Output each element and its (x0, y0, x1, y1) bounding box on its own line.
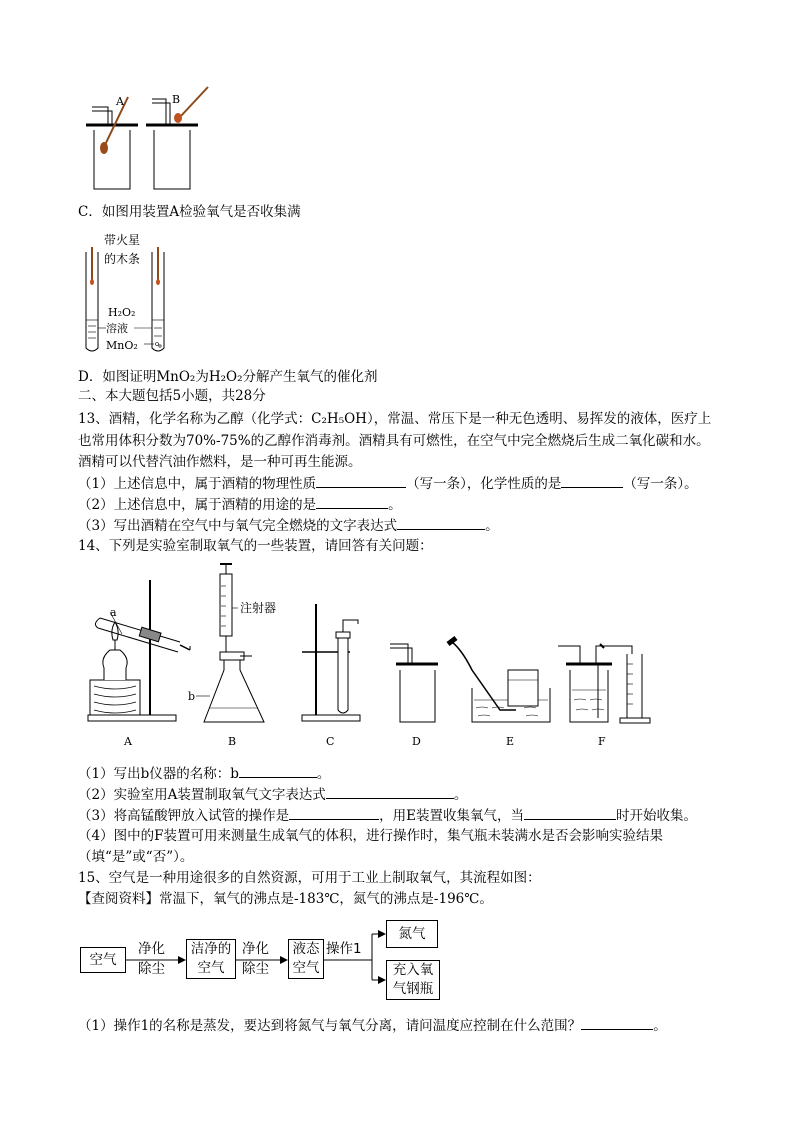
q13-sub1-mid: （写一条），化学性质的是 (406, 476, 562, 492)
q15-sub1-prompt: （1）操作1的名称是蒸发，要达到将氮气与氧气分离，请问温度应控制在什么范围？ (78, 1018, 582, 1034)
label-a-lower: a (110, 606, 117, 619)
label-b: b (188, 690, 196, 703)
q14-sub1-prompt: （1）写出b仪器的名称：b (78, 766, 239, 782)
flow-nitrogen: 氮气 (398, 926, 426, 942)
apparatus-label-d: D (412, 735, 421, 748)
q15-sub1-end: 。 (653, 1018, 667, 1034)
q13-line2: 也常用体积分数为70%-75%的乙醇作消毒剂。酒精具有可燃性，在空气中完全燃烧后生成二氧化碳和水。 (78, 433, 710, 449)
q14-sub3-mid: ，用E装置收集氧气，当 (379, 808, 524, 824)
q14-sub2-prompt: （2）实验室用A装置制取氧气文字表达式 (78, 787, 326, 803)
flow-step2-a: 净化 (242, 941, 269, 957)
q13-sub3-prompt: （3）写出酒精在空气中与氧气完全燃烧的文字表达式 (78, 518, 398, 534)
apparatus-label-e: E (506, 735, 515, 748)
q13-sub3-end: 。 (485, 518, 499, 534)
flow-fill-1: 充入氧 (392, 962, 434, 978)
apparatus-label-b: B (228, 735, 237, 748)
q15-temperature-blank[interactable] (581, 1016, 653, 1030)
h2o2-label: H₂O₂ (108, 306, 136, 319)
mno2-label: MnO₂ (106, 339, 138, 352)
q15-title: 15、空气是一种用途很多的自然资源，可用于工业上制取氧气，其流程如图： (78, 870, 541, 886)
flow-step2-b: 除尘 (242, 961, 269, 977)
section-title: 二、本大题包括5小题，共28分 (78, 388, 266, 404)
flow-step1-b: 除尘 (138, 961, 165, 977)
q14-sub4-line2: （填“是”或“否”）。 (78, 849, 194, 865)
flow-liquid-1: 液态 (292, 941, 320, 957)
flow-air: 空气 (89, 952, 117, 968)
q15-info: 【查阅资料】常温下，氧气的沸点是-183℃，氮气的沸点是-196℃。 (78, 891, 493, 907)
q13-sub1-prompt: （1）上述信息中，属于酒精的物理性质 (78, 476, 317, 492)
bottle-b-label: B (172, 93, 181, 106)
wooden-strip-label-1: 带火星 (104, 233, 141, 247)
q13-sub2-end: 。 (388, 497, 402, 513)
q14-sub3-prompt: （3）将高锰酸钾放入试管的操作是 (78, 808, 290, 824)
syringe-label: 注射器 (240, 601, 277, 615)
q14-title: 14、下列是实验室制取氧气的一些装置，请回答有关问题： (78, 538, 433, 554)
q13-line3: 酒精可以代替汽油作燃料，是一种可再生能源。 (78, 454, 362, 470)
flow-liquid-2: 空气 (292, 960, 320, 976)
apparatus-label-c: C (326, 735, 335, 748)
option-c: C．如图用装置A检验氧气是否收集满 (78, 204, 301, 220)
flow-fill-2: 气钢瓶 (392, 981, 434, 997)
q13-sub1-end: （写一条）。 (623, 476, 698, 492)
q14-sub4-line1: （4）图中的F装置可用来测量生成氧气的体积，进行操作时，集气瓶未装满水是否会影响实验结果 (78, 828, 663, 844)
q14-sub3-end: 时开始收集。 (615, 808, 697, 824)
q13-line1: 13、酒精，化学名称为乙醇（化学式：C₂H₅OH），常温、常压下是一种无色透明、易挥发的液体，医疗上 (78, 411, 712, 427)
flow-step1-a: 净化 (138, 941, 165, 957)
q14-sub1-end: 。 (316, 766, 331, 782)
solution-label: 溶液 (106, 322, 128, 335)
q15-sub1 (78, 1016, 667, 1035)
option-d: D．如图证明MnO₂为H₂O₂分解产生氧气的催化剂 (78, 369, 378, 385)
apparatus-label-f: F (598, 735, 606, 748)
flow-clean-2: 空气 (197, 960, 225, 976)
q14-sub2-end: 。 (453, 787, 468, 803)
bottle-a-label: A (116, 95, 124, 108)
q13-sub2-prompt: （2）上述信息中，属于酒精的用途的是 (78, 497, 317, 513)
apparatus-label-a: A (124, 735, 132, 748)
flow-op1: 操作1 (326, 941, 362, 957)
wooden-strip-label-2: 的木条 (104, 252, 141, 266)
flow-clean-1: 洁净的 (190, 941, 232, 957)
